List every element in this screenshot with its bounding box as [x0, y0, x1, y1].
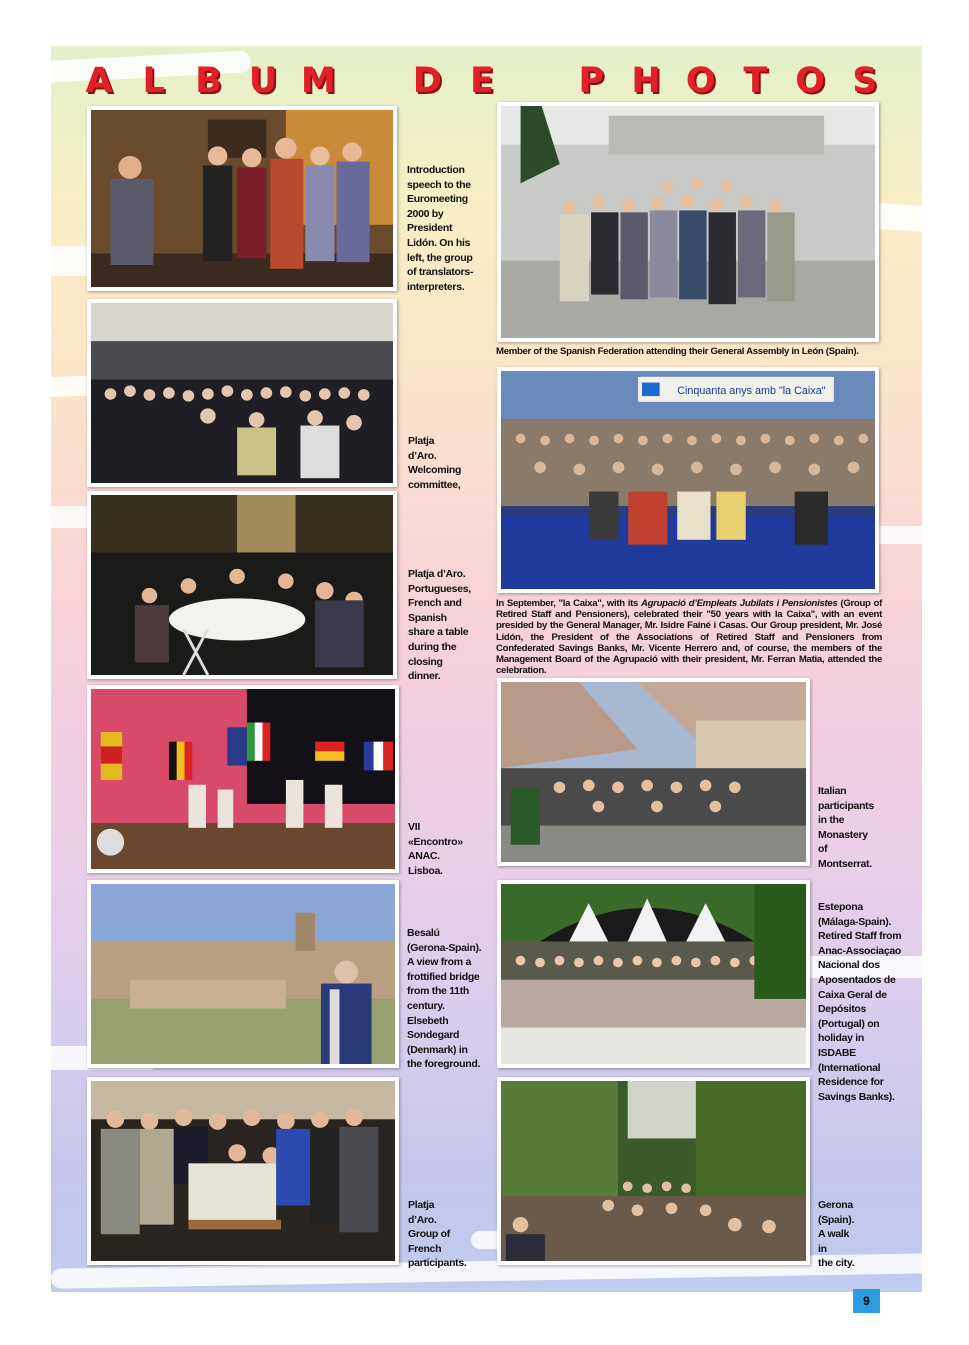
- title-letter: M: [300, 61, 336, 101]
- caption-la-caixa-text-pre: In September, "la Caixa", with its: [496, 598, 641, 609]
- banner-text: Cinquanta anys amb "la Caixa": [677, 385, 826, 398]
- page-title: [82, 58, 882, 104]
- caption-la-caixa-text-post: (Group of Retired Staff and Pensioners), celebrated their "50 years with la Caixa", with an event presided by the General Manager, Mr. Isidre Fainé i Casas. Our Group president, Mr. José Lidón, the President of the Associations of Retired Staff and Pensioners from Confederated Savings Banks, Mr. Vicente Herrero and, of course, the members of the Management Board of the Agrupació with their president, Mr. Ferran Matia, attended the celebration.: [496, 598, 883, 677]
- caption-besalu-bridge: Besalú (Gerona-Spain). A view from a frottified bridge from the 11th century. Elsebeth Sondegard (Denmark) in the foreground.: [407, 927, 482, 1071]
- title-letter: O: [685, 61, 716, 101]
- photo-welcoming-committee: [87, 299, 397, 487]
- caption-la-caixa-celebration: [496, 598, 882, 676]
- title-letter: S: [852, 61, 878, 101]
- caption-spanish-federation-leon: Member of the Spanish Federation attending their General Assembly in León (Spain).: [496, 346, 859, 357]
- page-number: 9: [853, 1289, 880, 1313]
- photo-closing-dinner: [87, 491, 397, 679]
- title-letter: B: [195, 61, 222, 101]
- caption-french-participants: Platja d’Aro. Group of French participants.: [408, 1199, 467, 1270]
- title-letter: P: [578, 61, 605, 101]
- caption-la-caixa-group-name: Agrupació d’Empleats Jubilats i Pensionistes: [640, 598, 838, 609]
- photo-gerona-walk: [497, 1077, 810, 1265]
- photo-anac-lisboa: [87, 685, 399, 873]
- title-letter: A: [85, 61, 113, 101]
- title-letter: E: [469, 61, 494, 101]
- title-letter: O: [795, 61, 826, 101]
- caption-gerona-walk: Gerona (Spain). A walk in the city.: [818, 1199, 855, 1270]
- photo-la-caixa-celebration: [497, 367, 879, 593]
- caption-estepona-isdabe: Estepona (Málaga-Spain). Retired Staff from Anac-Associaçao Nacional dos Aposentados de Caixa Geral de Depósitos (Portugal) on holiday in ISDABE (International Residence for Savings Banks).: [818, 901, 902, 1103]
- caption-introduction-speech: Introduction speech to the Euromeeting 2000 by President Lidón. On his left, the group of translators- interpreters.: [407, 164, 474, 293]
- caption-welcoming-committee: Platja d’Aro. Welcoming committee,: [408, 435, 462, 491]
- title-letter: U: [248, 61, 278, 101]
- photo-estepona-isdabe: [497, 880, 810, 1068]
- photo-spanish-federation-leon: [497, 102, 879, 342]
- caption-closing-dinner: Platja d’Aro. Portugueses, French and Spanish share a table during the closing dinner.: [408, 568, 471, 683]
- title-letter: H: [631, 61, 661, 101]
- photo-french-participants: [87, 1077, 399, 1265]
- photo-montserrat-monastery: [497, 678, 810, 866]
- title-letter: T: [743, 61, 768, 101]
- title-letter: D: [412, 61, 442, 101]
- photo-besalu-bridge: [87, 880, 399, 1068]
- caption-anac-lisboa: VII «Encontro» ANAC. Lisboa.: [408, 821, 463, 877]
- photo-introduction-speech: [87, 106, 397, 291]
- title-letter: L: [142, 61, 165, 101]
- caption-montserrat-monastery: Italian participants in the Monastery of Montserrat.: [818, 785, 874, 870]
